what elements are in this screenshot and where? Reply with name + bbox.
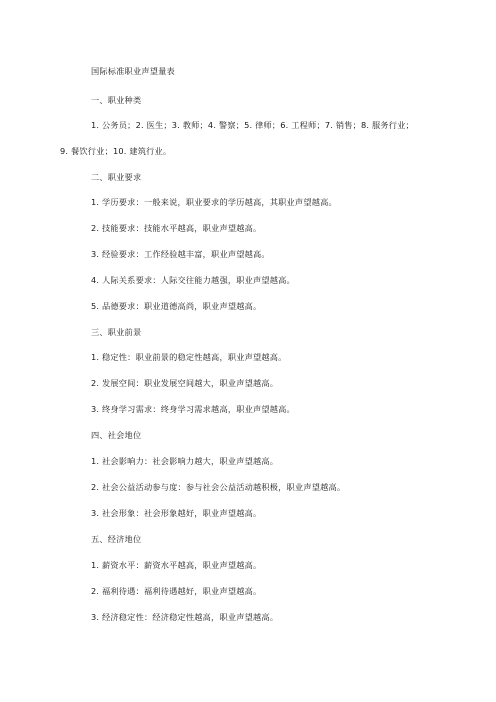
paragraph-line: 1. 公务员；2. 医生；3. 教师；4. 警察；5. 律师；6. 工程师；7. 销售；8. 服务行业； [91,120,414,130]
paragraph-line: 1. 稳定性：职业前景的稳定性越高，职业声望越高。 [91,352,287,362]
paragraph-line: 3. 社会形象：社会形象越好，职业声望越高。 [91,508,262,518]
paragraph-line: 2. 发展空间：职业发展空间越大，职业声望越高。 [91,378,279,388]
paragraph-line: 3. 经验要求：工作经验越丰富，职业声望越高。 [91,249,270,259]
paragraph-line: 2. 社会公益活动参与度：参与社会公益活动越积极，职业声望越高。 [91,482,346,492]
section-heading: 五、经济地位 [91,534,142,544]
paragraph-line: 1. 薪资水平：薪资水平越高，职业声望越高。 [91,560,262,570]
paragraph-line: 4. 人际关系要求：人际交往能力越强，职业声望越高。 [91,275,295,285]
section-heading: 三、职业前景 [91,327,142,337]
paragraph-line: 3. 经济稳定性：经济稳定性越高，职业声望越高。 [91,612,279,622]
paragraph-line: 5. 品德要求：职业道德高尚，职业声望越高。 [91,301,262,311]
paragraph-line: 9. 餐饮行业；10. 建筑行业。 [60,146,172,156]
document-title: 国际标准职业声望量表 [91,66,175,76]
paragraph-line: 3. 终身学习需求：终身学习需求越高，职业声望越高。 [91,404,295,414]
section-heading: 二、职业要求 [91,172,142,182]
paragraph-line: 1. 学历要求：一般来说，职业要求的学历越高，其职业声望越高。 [91,197,337,207]
paragraph-line: 1. 社会影响力：社会影响力越大，职业声望越高。 [91,456,279,466]
section-heading: 四、社会地位 [91,430,142,440]
paragraph-line: 2. 技能要求：技能水平越高，职业声望越高。 [91,223,262,233]
paragraph-line: 2. 福利待遇：福利待遇越好，职业声望越高。 [91,586,262,596]
section-heading: 一、职业种类 [91,95,142,105]
